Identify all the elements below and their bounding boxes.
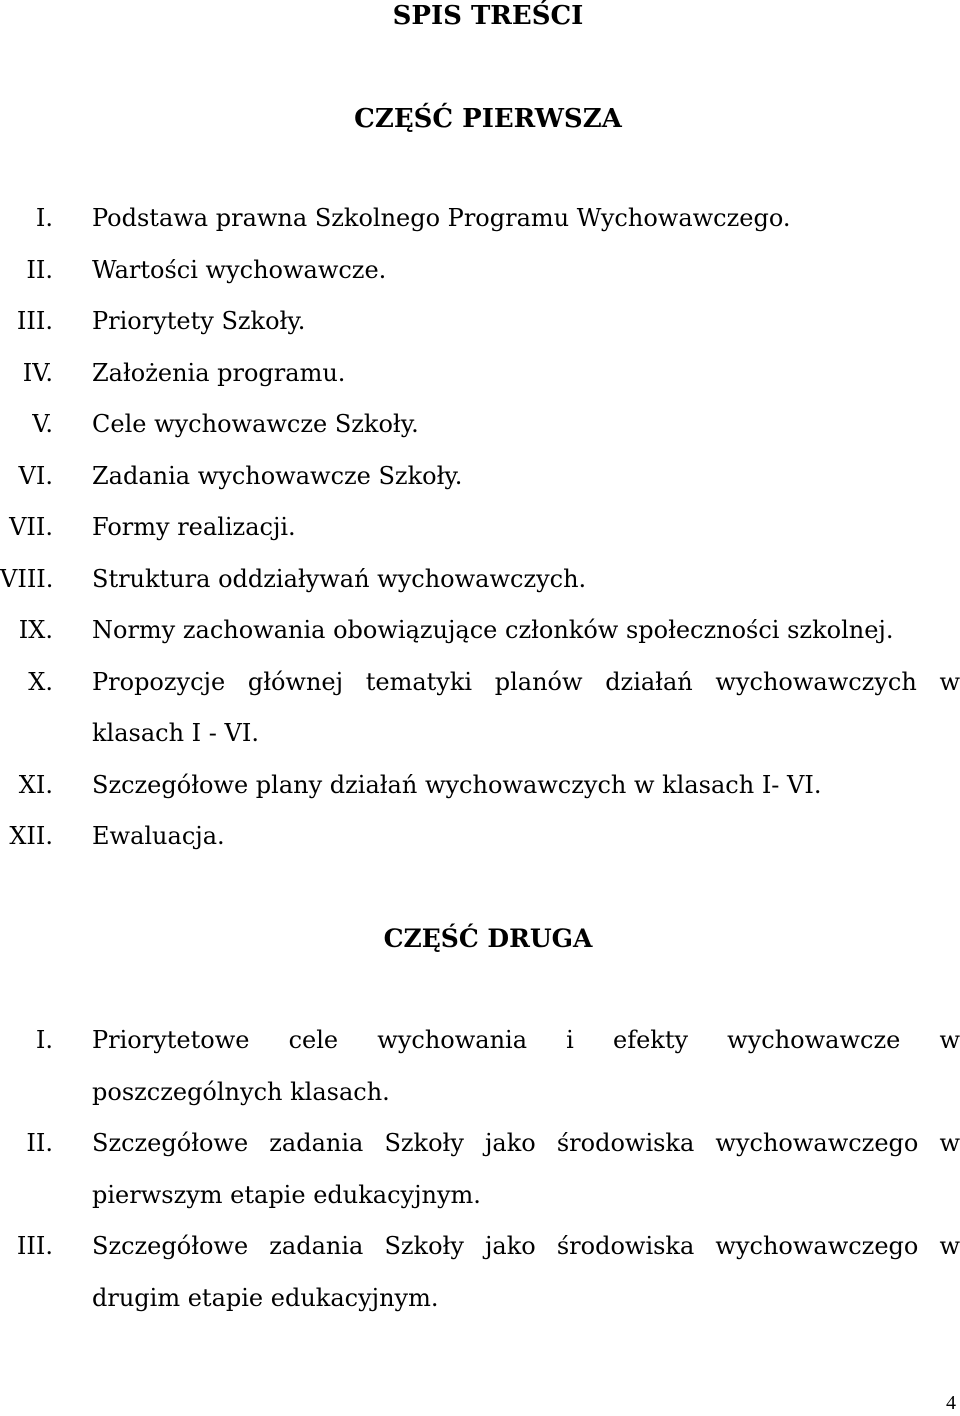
toc-item <box>0 760 960 812</box>
toc-item-text: Priorytety Szkoły. <box>92 307 306 335</box>
toc-item <box>0 657 960 760</box>
toc-item-number: XII. <box>9 822 53 850</box>
toc-item-text: Normy zachowania obowiązujące członków społeczności szkolnej. <box>92 616 894 644</box>
toc-item-number: VIII. <box>0 564 54 593</box>
part-one-heading: CZĘŚĆ PIERWSZA <box>354 104 622 134</box>
toc-item <box>0 451 960 503</box>
toc-item-number: VI. <box>18 461 53 490</box>
toc-item-text: Cele wychowawcze Szkoły. <box>92 410 419 438</box>
toc-item-number: II. <box>26 255 53 284</box>
toc-item-number: V. <box>32 410 53 438</box>
toc-item <box>0 193 960 245</box>
toc-item-number: XI. <box>18 770 53 799</box>
toc-item-text: Szczegółowe plany działań wychowawczych w klasach I- VI. <box>92 770 822 799</box>
toc-item <box>0 348 960 400</box>
toc-item-text: Ewaluacja. <box>92 822 225 850</box>
toc-item-text: Struktura oddziaływań wychowawczych. <box>92 564 587 593</box>
page-number: 4 <box>946 1392 956 1414</box>
toc-item-number: I. <box>35 204 53 232</box>
toc-item <box>0 1118 960 1221</box>
toc-item <box>0 811 960 863</box>
toc-item-text: Wartości wychowawcze. <box>92 255 387 284</box>
toc-item-text: Priorytetowe cele wychowania i efekty wychowawcze w poszczególnych klasach. <box>92 1026 960 1106</box>
toc-item <box>0 1015 960 1118</box>
part-one-toc-list <box>0 193 960 863</box>
toc-item <box>0 399 960 451</box>
toc-item <box>0 502 960 554</box>
toc-item-number: II. <box>26 1129 53 1157</box>
toc-item-text: Podstawa prawna Szkolnego Programu Wychowawczego. <box>92 204 791 232</box>
toc-item-text: Szczegółowe zadania Szkoły jako środowiska wychowawczego w drugim etapie edukacyjnym. <box>92 1232 960 1312</box>
toc-item <box>0 245 960 297</box>
toc-item <box>0 1221 960 1324</box>
toc-item-number: IV. <box>22 358 53 387</box>
toc-item-number: III. <box>16 307 53 335</box>
part-two-toc-list <box>0 1015 960 1324</box>
toc-item-text: Założenia programu. <box>92 358 346 387</box>
part-two-heading: CZĘŚĆ DRUGA <box>383 924 593 953</box>
toc-item-text: Zadania wychowawcze Szkoły. <box>92 461 463 490</box>
toc-item-number: I. <box>35 1026 53 1054</box>
toc-item-text: Propozycje głównej tematyki planów działań wychowawczych w klasach I - VI. <box>92 667 960 747</box>
toc-item <box>0 296 960 348</box>
toc-item-number: VII. <box>9 513 53 541</box>
page-title: SPIS TREŚCI <box>392 1 584 31</box>
toc-item <box>0 605 960 657</box>
toc-item-number: III. <box>16 1232 53 1260</box>
toc-item-number: IX. <box>18 616 53 644</box>
toc-item-text: Szczegółowe zadania Szkoły jako środowiska wychowawczego w pierwszym etapie edukacyjnym. <box>92 1129 960 1209</box>
toc-item <box>0 554 960 606</box>
toc-item-number: X. <box>28 667 53 696</box>
toc-item-text: Formy realizacji. <box>92 513 296 541</box>
